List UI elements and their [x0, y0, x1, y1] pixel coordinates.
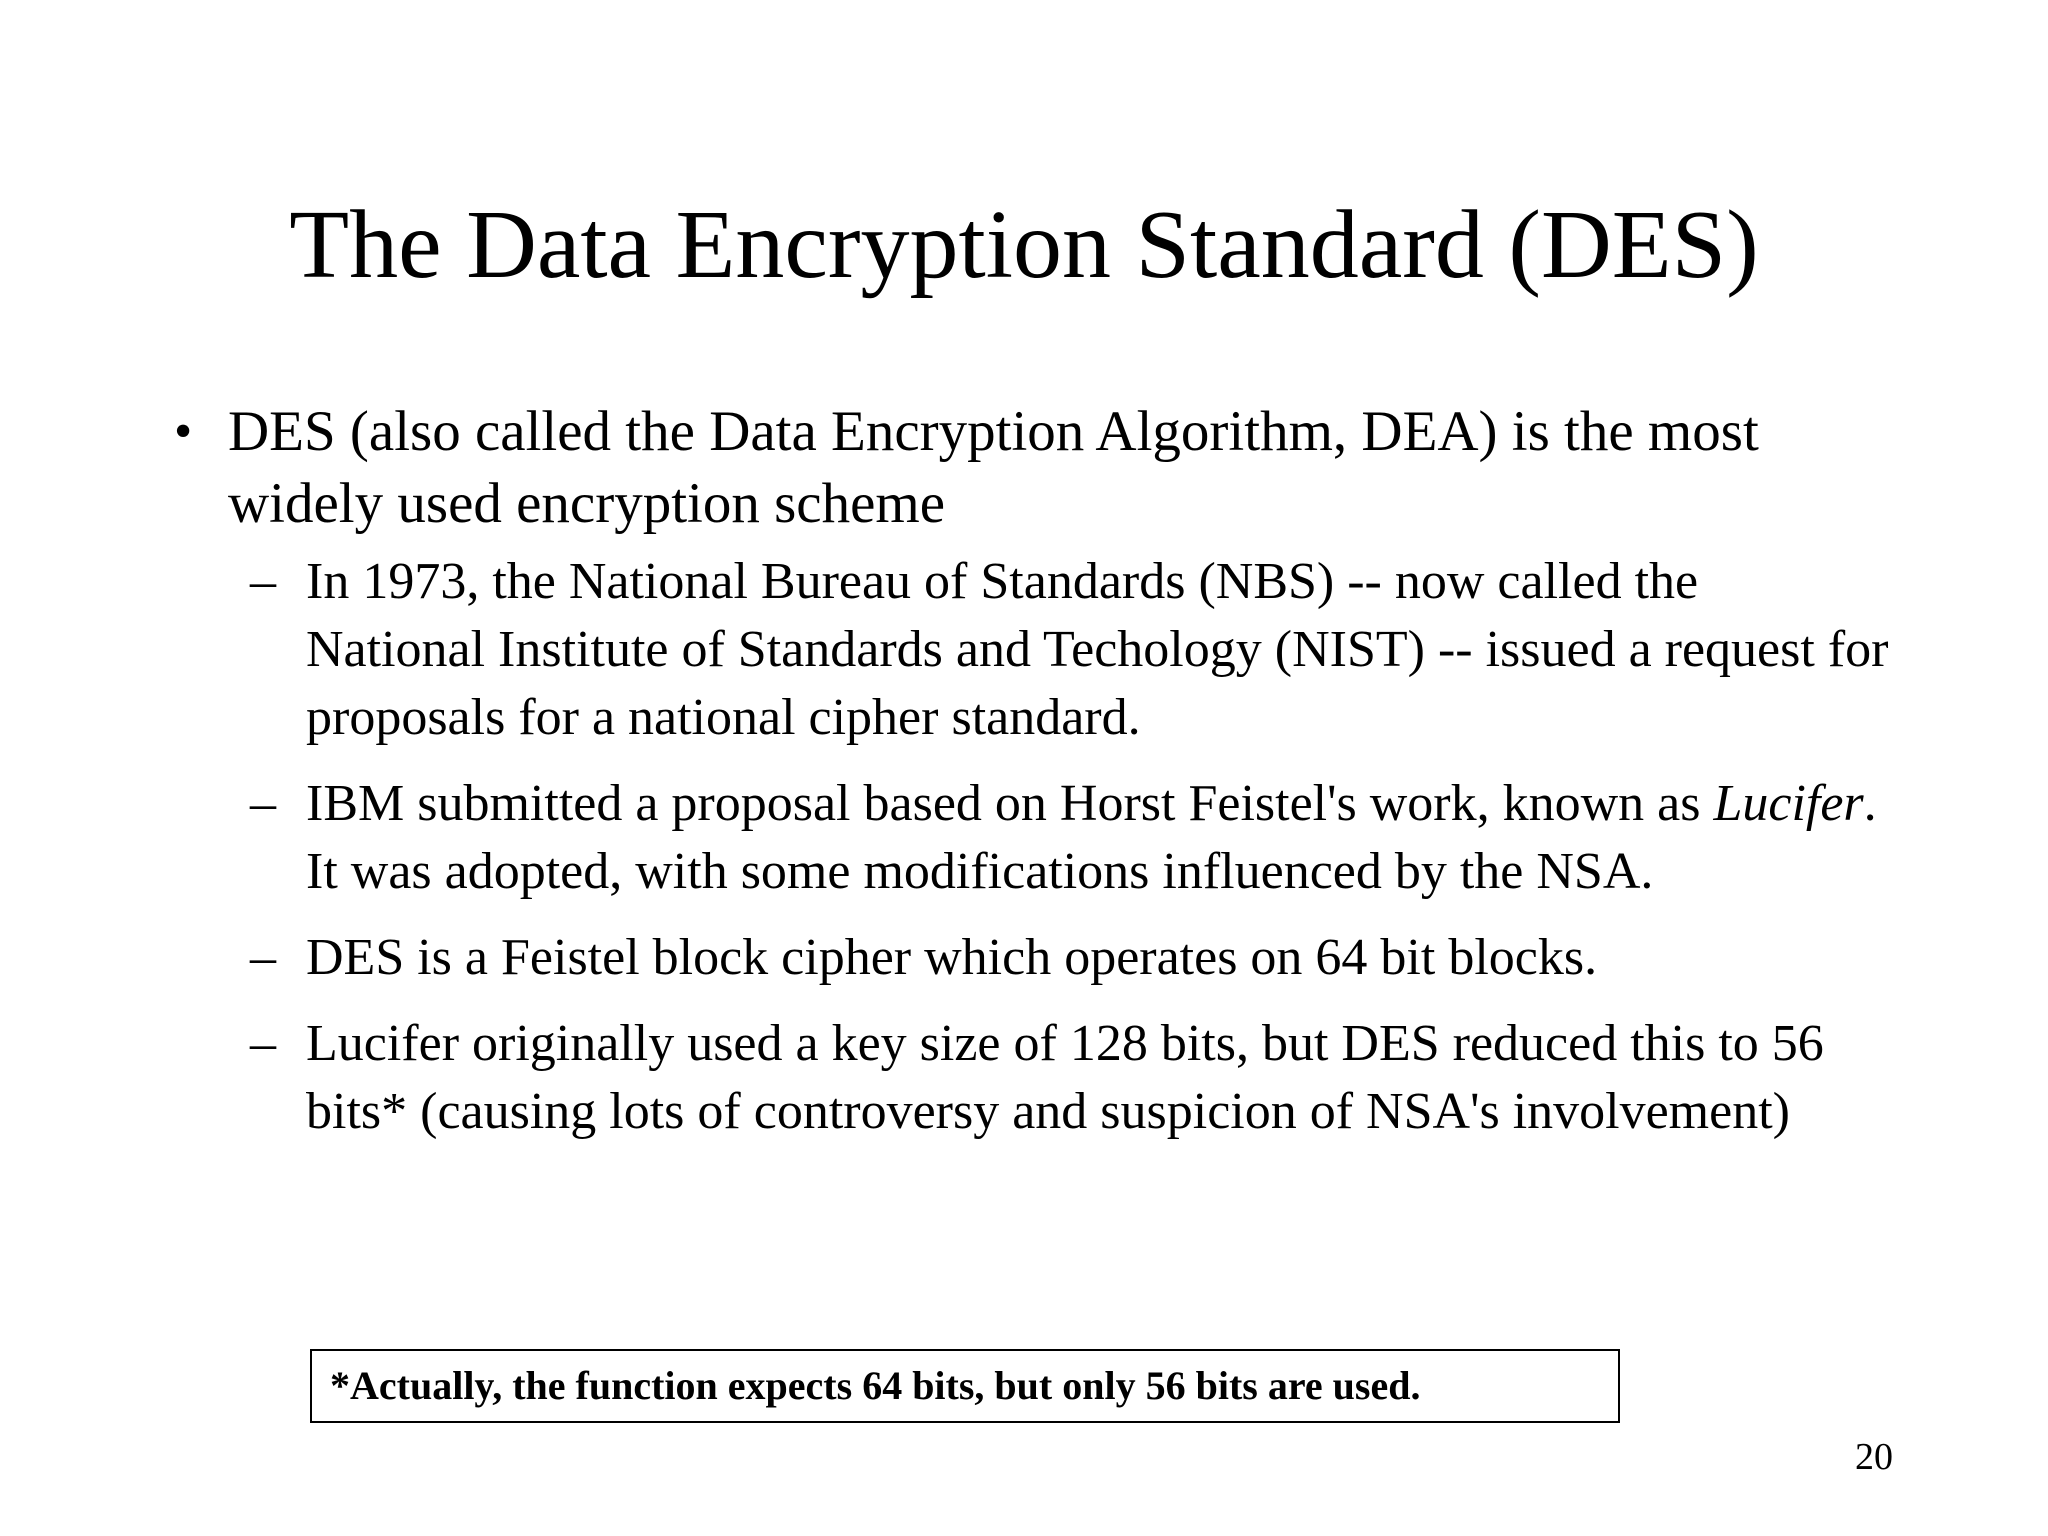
dash-icon: – — [250, 553, 276, 610]
sub-bullet-text-start: IBM submitted a proposal based on Horst Feistel's work, known as — [306, 775, 1714, 832]
page-number: 20 — [1855, 1436, 1893, 1478]
sub-bullet-nbs-history — [170, 548, 1890, 752]
bullet-dot-icon: • — [174, 403, 193, 460]
main-bullet-text: DES (also called the Data Encryption Algorithm, DEA) is the most widely used encryption scheme — [228, 400, 1759, 535]
sub-bullet-text-end: . It was adopted, with some modifications influenced by the NSA. — [306, 775, 1877, 900]
slide-content — [170, 396, 1890, 1164]
sub-bullet-feistel-cipher — [170, 924, 1890, 992]
lucifer-italic-text: Lucifer — [1713, 775, 1864, 832]
sub-bullet-list — [170, 548, 1890, 1146]
sub-bullet-text: Lucifer originally used a key size of 128 bits, but DES reduced this to 56 bits* (causing lots of controversy and suspicion of NSA's involvement) — [306, 1015, 1824, 1140]
main-bullet — [170, 396, 1890, 540]
dash-icon: – — [250, 775, 276, 832]
sub-bullet-key-size — [170, 1010, 1890, 1146]
dash-icon: – — [250, 1015, 276, 1072]
sub-bullet-text: DES is a Feistel block cipher which operates on 64 bit blocks. — [306, 929, 1598, 986]
sub-bullet-text: In 1973, the National Bureau of Standards (NBS) -- now called the National Institute of Standards and Techology (NIST) -- issued a request for proposals for a national cipher standard. — [306, 553, 1889, 746]
sub-bullet-ibm-proposal — [170, 770, 1890, 906]
slide-title: The Data Encryption Standard (DES) — [289, 191, 1759, 299]
footnote-box: *Actually, the function expects 64 bits, but only 56 bits are used. — [310, 1349, 1620, 1423]
dash-icon: – — [250, 929, 276, 986]
